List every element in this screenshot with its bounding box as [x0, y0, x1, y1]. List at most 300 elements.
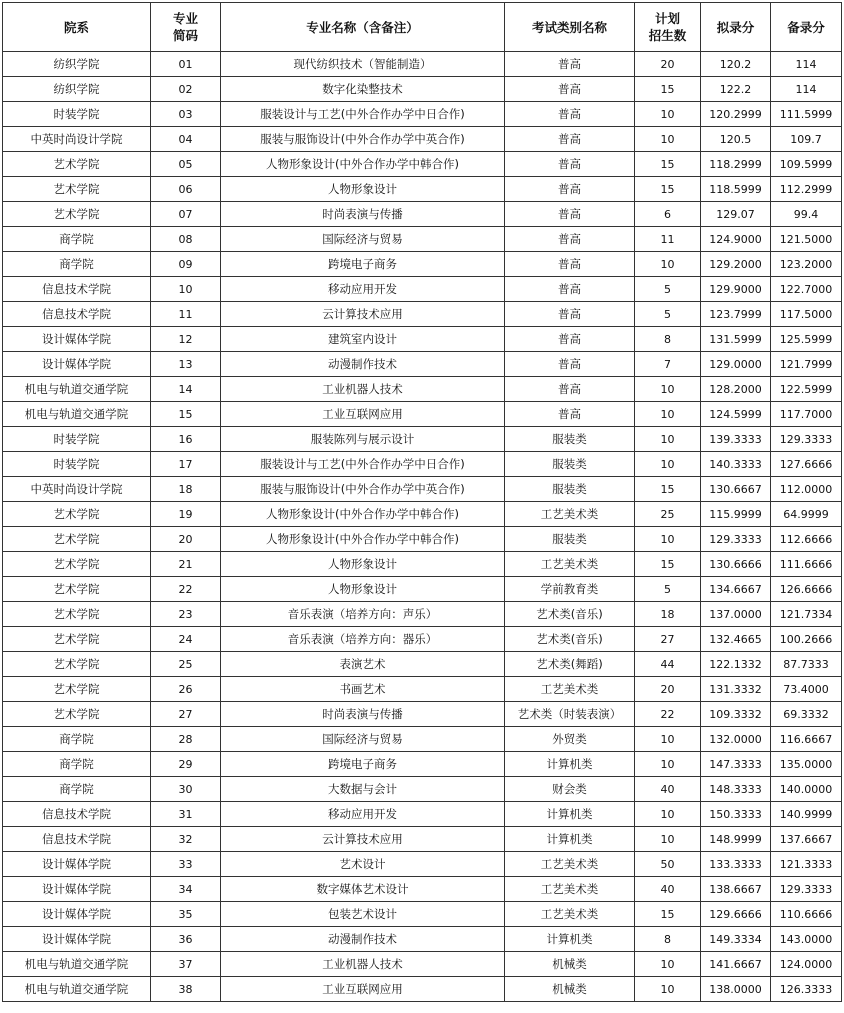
- backup-score-cell: 112.2999: [771, 177, 842, 202]
- college-cell: 机电与轨道交通学院: [3, 977, 151, 1002]
- proposed-score-cell: 115.9999: [701, 502, 771, 527]
- proposed-score-cell: 133.3333: [701, 852, 771, 877]
- backup-score-cell: 99.4: [771, 202, 842, 227]
- major-cell: 大数据与会计: [221, 777, 505, 802]
- proposed-score-cell: 129.3333: [701, 527, 771, 552]
- table-row: [3, 52, 842, 77]
- college-cell: 艺术学院: [3, 602, 151, 627]
- college-cell: 信息技术学院: [3, 802, 151, 827]
- table-row: [3, 477, 842, 502]
- code-cell: 12: [151, 327, 221, 352]
- proposed-score-cell: 129.9000: [701, 277, 771, 302]
- exam-category-cell: 服装类: [505, 477, 635, 502]
- exam-category-cell: 工艺美术类: [505, 677, 635, 702]
- header-major: 专业名称（含备注）: [221, 3, 505, 52]
- backup-score-cell: 129.3333: [771, 427, 842, 452]
- proposed-score-cell: 141.6667: [701, 952, 771, 977]
- table-row: [3, 677, 842, 702]
- plan-count-cell: 15: [635, 77, 701, 102]
- backup-score-cell: 110.6666: [771, 902, 842, 927]
- plan-count-cell: 22: [635, 702, 701, 727]
- college-cell: 时装学院: [3, 452, 151, 477]
- code-cell: 22: [151, 577, 221, 602]
- table-row: [3, 552, 842, 577]
- admission-score-table-container: [2, 2, 842, 1002]
- college-cell: 艺术学院: [3, 552, 151, 577]
- major-cell: 跨境电子商务: [221, 252, 505, 277]
- college-cell: 艺术学院: [3, 577, 151, 602]
- proposed-score-cell: 140.3333: [701, 452, 771, 477]
- table-row: [3, 852, 842, 877]
- code-cell: 17: [151, 452, 221, 477]
- plan-count-cell: 10: [635, 827, 701, 852]
- proposed-score-cell: 130.6666: [701, 552, 771, 577]
- college-cell: 商学院: [3, 727, 151, 752]
- table-row: [3, 502, 842, 527]
- table-row: [3, 127, 842, 152]
- proposed-score-cell: 118.5999: [701, 177, 771, 202]
- exam-category-cell: 机械类: [505, 977, 635, 1002]
- proposed-score-cell: 120.5: [701, 127, 771, 152]
- major-cell: 时尚表演与传播: [221, 702, 505, 727]
- exam-category-cell: 普高: [505, 302, 635, 327]
- major-cell: 服装设计与工艺(中外合作办学中日合作): [221, 102, 505, 127]
- college-cell: 信息技术学院: [3, 827, 151, 852]
- plan-count-cell: 27: [635, 627, 701, 652]
- proposed-score-cell: 129.0000: [701, 352, 771, 377]
- exam-category-cell: 普高: [505, 277, 635, 302]
- header-code: [151, 3, 221, 52]
- backup-score-cell: 121.3333: [771, 852, 842, 877]
- college-cell: 时装学院: [3, 102, 151, 127]
- major-cell: 国际经济与贸易: [221, 727, 505, 752]
- college-cell: 商学院: [3, 252, 151, 277]
- table-row: [3, 527, 842, 552]
- backup-score-cell: 127.6666: [771, 452, 842, 477]
- proposed-score-cell: 138.6667: [701, 877, 771, 902]
- major-cell: 云计算技术应用: [221, 827, 505, 852]
- backup-score-cell: 109.5999: [771, 152, 842, 177]
- proposed-score-cell: 109.3332: [701, 702, 771, 727]
- exam-category-cell: 工艺美术类: [505, 502, 635, 527]
- proposed-score-cell: 124.5999: [701, 402, 771, 427]
- proposed-score-cell: 120.2: [701, 52, 771, 77]
- plan-count-cell: 5: [635, 577, 701, 602]
- plan-count-cell: 20: [635, 52, 701, 77]
- major-cell: 移动应用开发: [221, 277, 505, 302]
- proposed-score-cell: 120.2999: [701, 102, 771, 127]
- table-row: [3, 277, 842, 302]
- backup-score-cell: 140.0000: [771, 777, 842, 802]
- code-cell: 34: [151, 877, 221, 902]
- backup-score-cell: 121.7999: [771, 352, 842, 377]
- backup-score-cell: 117.7000: [771, 402, 842, 427]
- header-proposed-score: 拟录分: [701, 3, 771, 52]
- plan-count-cell: 25: [635, 502, 701, 527]
- header-exam-category: 考试类别名称: [505, 3, 635, 52]
- backup-score-cell: 135.0000: [771, 752, 842, 777]
- plan-count-cell: 10: [635, 802, 701, 827]
- exam-category-cell: 普高: [505, 402, 635, 427]
- code-cell: 13: [151, 352, 221, 377]
- exam-category-cell: 计算机类: [505, 752, 635, 777]
- admission-score-table: [2, 2, 842, 1002]
- table-row: [3, 152, 842, 177]
- plan-count-cell: 50: [635, 852, 701, 877]
- plan-count-cell: 15: [635, 552, 701, 577]
- plan-count-cell: 10: [635, 127, 701, 152]
- code-cell: 19: [151, 502, 221, 527]
- table-row: [3, 227, 842, 252]
- exam-category-cell: 普高: [505, 252, 635, 277]
- code-cell: 04: [151, 127, 221, 152]
- header-row: [3, 3, 842, 52]
- code-cell: 03: [151, 102, 221, 127]
- table-row: [3, 927, 842, 952]
- college-cell: 艺术学院: [3, 677, 151, 702]
- plan-count-cell: 5: [635, 277, 701, 302]
- college-cell: 中英时尚设计学院: [3, 477, 151, 502]
- table-row: [3, 877, 842, 902]
- header-plan-line1: 计划: [654, 11, 680, 26]
- table-row: [3, 302, 842, 327]
- table-row: [3, 627, 842, 652]
- table-row: [3, 827, 842, 852]
- proposed-score-cell: 147.3333: [701, 752, 771, 777]
- code-cell: 16: [151, 427, 221, 452]
- exam-category-cell: 普高: [505, 177, 635, 202]
- college-cell: 商学院: [3, 777, 151, 802]
- proposed-score-cell: 129.6666: [701, 902, 771, 927]
- table-row: [3, 177, 842, 202]
- exam-category-cell: 工艺美术类: [505, 877, 635, 902]
- table-row: [3, 602, 842, 627]
- major-cell: 工业机器人技术: [221, 952, 505, 977]
- table-row: [3, 402, 842, 427]
- code-cell: 05: [151, 152, 221, 177]
- exam-category-cell: 工艺美术类: [505, 852, 635, 877]
- code-cell: 07: [151, 202, 221, 227]
- plan-count-cell: 10: [635, 952, 701, 977]
- college-cell: 设计媒体学院: [3, 902, 151, 927]
- major-cell: 动漫制作技术: [221, 352, 505, 377]
- backup-score-cell: 100.2666: [771, 627, 842, 652]
- major-cell: 跨境电子商务: [221, 752, 505, 777]
- college-cell: 信息技术学院: [3, 277, 151, 302]
- code-cell: 06: [151, 177, 221, 202]
- code-cell: 29: [151, 752, 221, 777]
- proposed-score-cell: 128.2000: [701, 377, 771, 402]
- backup-score-cell: 109.7: [771, 127, 842, 152]
- college-cell: 纺织学院: [3, 77, 151, 102]
- plan-count-cell: 10: [635, 252, 701, 277]
- code-cell: 24: [151, 627, 221, 652]
- backup-score-cell: 114: [771, 52, 842, 77]
- college-cell: 信息技术学院: [3, 302, 151, 327]
- backup-score-cell: 64.9999: [771, 502, 842, 527]
- table-row: [3, 752, 842, 777]
- backup-score-cell: 112.6666: [771, 527, 842, 552]
- code-cell: 23: [151, 602, 221, 627]
- major-cell: 人物形象设计: [221, 177, 505, 202]
- backup-score-cell: 114: [771, 77, 842, 102]
- backup-score-cell: 116.6667: [771, 727, 842, 752]
- plan-count-cell: 20: [635, 677, 701, 702]
- code-cell: 08: [151, 227, 221, 252]
- proposed-score-cell: 148.3333: [701, 777, 771, 802]
- table-row: [3, 577, 842, 602]
- major-cell: 动漫制作技术: [221, 927, 505, 952]
- proposed-score-cell: 134.6667: [701, 577, 771, 602]
- table-row: [3, 652, 842, 677]
- backup-score-cell: 122.7000: [771, 277, 842, 302]
- proposed-score-cell: 124.9000: [701, 227, 771, 252]
- major-cell: 人物形象设计(中外合作办学中韩合作): [221, 527, 505, 552]
- major-cell: 服装与服饰设计(中外合作办学中英合作): [221, 477, 505, 502]
- plan-count-cell: 8: [635, 327, 701, 352]
- college-cell: 设计媒体学院: [3, 927, 151, 952]
- code-cell: 27: [151, 702, 221, 727]
- table-row: [3, 427, 842, 452]
- table-row: [3, 452, 842, 477]
- major-cell: 人物形象设计(中外合作办学中韩合作): [221, 152, 505, 177]
- backup-score-cell: 123.2000: [771, 252, 842, 277]
- proposed-score-cell: 130.6667: [701, 477, 771, 502]
- backup-score-cell: 122.5999: [771, 377, 842, 402]
- major-cell: 服装与服饰设计(中外合作办学中英合作): [221, 127, 505, 152]
- major-cell: 艺术设计: [221, 852, 505, 877]
- plan-count-cell: 11: [635, 227, 701, 252]
- proposed-score-cell: 138.0000: [701, 977, 771, 1002]
- exam-category-cell: 普高: [505, 77, 635, 102]
- proposed-score-cell: 139.3333: [701, 427, 771, 452]
- exam-category-cell: 服装类: [505, 452, 635, 477]
- code-cell: 20: [151, 527, 221, 552]
- code-cell: 33: [151, 852, 221, 877]
- plan-count-cell: 5: [635, 302, 701, 327]
- major-cell: 书画艺术: [221, 677, 505, 702]
- header-code-line2: 简码: [172, 28, 198, 43]
- exam-category-cell: 普高: [505, 102, 635, 127]
- exam-category-cell: 普高: [505, 327, 635, 352]
- major-cell: 数字化染整技术: [221, 77, 505, 102]
- table-row: [3, 352, 842, 377]
- plan-count-cell: 10: [635, 377, 701, 402]
- major-cell: 人物形象设计(中外合作办学中韩合作): [221, 502, 505, 527]
- exam-category-cell: 服装类: [505, 527, 635, 552]
- code-cell: 11: [151, 302, 221, 327]
- plan-count-cell: 7: [635, 352, 701, 377]
- code-cell: 21: [151, 552, 221, 577]
- header-plan: [635, 3, 701, 52]
- table-row: [3, 202, 842, 227]
- exam-category-cell: 计算机类: [505, 827, 635, 852]
- college-cell: 商学院: [3, 227, 151, 252]
- proposed-score-cell: 122.2: [701, 77, 771, 102]
- backup-score-cell: 69.3332: [771, 702, 842, 727]
- exam-category-cell: 财会类: [505, 777, 635, 802]
- exam-category-cell: 艺术类(音乐): [505, 602, 635, 627]
- backup-score-cell: 140.9999: [771, 802, 842, 827]
- plan-count-cell: 10: [635, 977, 701, 1002]
- backup-score-cell: 111.5999: [771, 102, 842, 127]
- college-cell: 商学院: [3, 752, 151, 777]
- exam-category-cell: 普高: [505, 127, 635, 152]
- code-cell: 01: [151, 52, 221, 77]
- exam-category-cell: 普高: [505, 227, 635, 252]
- header-college: 院系: [3, 3, 151, 52]
- code-cell: 28: [151, 727, 221, 752]
- code-cell: 10: [151, 277, 221, 302]
- code-cell: 36: [151, 927, 221, 952]
- code-cell: 26: [151, 677, 221, 702]
- college-cell: 纺织学院: [3, 52, 151, 77]
- major-cell: 工业互联网应用: [221, 977, 505, 1002]
- table-row: [3, 802, 842, 827]
- major-cell: 表演艺术: [221, 652, 505, 677]
- plan-count-cell: 10: [635, 427, 701, 452]
- college-cell: 时装学院: [3, 427, 151, 452]
- backup-score-cell: 126.6666: [771, 577, 842, 602]
- proposed-score-cell: 129.07: [701, 202, 771, 227]
- exam-category-cell: 艺术类（时装表演）: [505, 702, 635, 727]
- major-cell: 包装艺术设计: [221, 902, 505, 927]
- plan-count-cell: 10: [635, 727, 701, 752]
- major-cell: 工业互联网应用: [221, 402, 505, 427]
- exam-category-cell: 普高: [505, 352, 635, 377]
- exam-category-cell: 外贸类: [505, 727, 635, 752]
- backup-score-cell: 112.0000: [771, 477, 842, 502]
- plan-count-cell: 44: [635, 652, 701, 677]
- code-cell: 09: [151, 252, 221, 277]
- backup-score-cell: 126.3333: [771, 977, 842, 1002]
- table-row: [3, 377, 842, 402]
- proposed-score-cell: 131.5999: [701, 327, 771, 352]
- proposed-score-cell: 150.3333: [701, 802, 771, 827]
- major-cell: 国际经济与贸易: [221, 227, 505, 252]
- code-cell: 15: [151, 402, 221, 427]
- exam-category-cell: 学前教育类: [505, 577, 635, 602]
- code-cell: 37: [151, 952, 221, 977]
- college-cell: 设计媒体学院: [3, 852, 151, 877]
- proposed-score-cell: 137.0000: [701, 602, 771, 627]
- backup-score-cell: 137.6667: [771, 827, 842, 852]
- college-cell: 艺术学院: [3, 527, 151, 552]
- college-cell: 艺术学院: [3, 152, 151, 177]
- major-cell: 移动应用开发: [221, 802, 505, 827]
- backup-score-cell: 111.6666: [771, 552, 842, 577]
- table-row: [3, 902, 842, 927]
- exam-category-cell: 工艺美术类: [505, 902, 635, 927]
- major-cell: 工业机器人技术: [221, 377, 505, 402]
- code-cell: 30: [151, 777, 221, 802]
- exam-category-cell: 计算机类: [505, 927, 635, 952]
- exam-category-cell: 计算机类: [505, 802, 635, 827]
- table-row: [3, 952, 842, 977]
- college-cell: 艺术学院: [3, 202, 151, 227]
- plan-count-cell: 10: [635, 752, 701, 777]
- major-cell: 音乐表演（培养方向：声乐）: [221, 602, 505, 627]
- major-cell: 人物形象设计: [221, 552, 505, 577]
- backup-score-cell: 73.4000: [771, 677, 842, 702]
- backup-score-cell: 124.0000: [771, 952, 842, 977]
- exam-category-cell: 服装类: [505, 427, 635, 452]
- header-code-line1: 专业: [172, 11, 198, 26]
- proposed-score-cell: 118.2999: [701, 152, 771, 177]
- major-cell: 建筑室内设计: [221, 327, 505, 352]
- table-body: [3, 52, 842, 1002]
- exam-category-cell: 艺术类(音乐): [505, 627, 635, 652]
- plan-count-cell: 6: [635, 202, 701, 227]
- proposed-score-cell: 123.7999: [701, 302, 771, 327]
- proposed-score-cell: 132.0000: [701, 727, 771, 752]
- college-cell: 艺术学院: [3, 502, 151, 527]
- college-cell: 艺术学院: [3, 702, 151, 727]
- table-row: [3, 102, 842, 127]
- table-row: [3, 702, 842, 727]
- proposed-score-cell: 131.3332: [701, 677, 771, 702]
- exam-category-cell: 艺术类(舞蹈): [505, 652, 635, 677]
- code-cell: 31: [151, 802, 221, 827]
- plan-count-cell: 15: [635, 177, 701, 202]
- major-cell: 人物形象设计: [221, 577, 505, 602]
- major-cell: 云计算技术应用: [221, 302, 505, 327]
- proposed-score-cell: 129.2000: [701, 252, 771, 277]
- proposed-score-cell: 122.1332: [701, 652, 771, 677]
- proposed-score-cell: 149.3334: [701, 927, 771, 952]
- college-cell: 机电与轨道交通学院: [3, 377, 151, 402]
- plan-count-cell: 10: [635, 527, 701, 552]
- plan-count-cell: 8: [635, 927, 701, 952]
- exam-category-cell: 普高: [505, 202, 635, 227]
- code-cell: 02: [151, 77, 221, 102]
- college-cell: 中英时尚设计学院: [3, 127, 151, 152]
- table-row: [3, 77, 842, 102]
- exam-category-cell: 普高: [505, 152, 635, 177]
- college-cell: 艺术学院: [3, 177, 151, 202]
- backup-score-cell: 87.7333: [771, 652, 842, 677]
- plan-count-cell: 10: [635, 452, 701, 477]
- code-cell: 18: [151, 477, 221, 502]
- major-cell: 现代纺织技术（智能制造）: [221, 52, 505, 77]
- code-cell: 35: [151, 902, 221, 927]
- college-cell: 机电与轨道交通学院: [3, 952, 151, 977]
- major-cell: 服装设计与工艺(中外合作办学中日合作): [221, 452, 505, 477]
- plan-count-cell: 10: [635, 102, 701, 127]
- plan-count-cell: 15: [635, 477, 701, 502]
- exam-category-cell: 普高: [505, 52, 635, 77]
- header-plan-line2: 招生数: [648, 28, 687, 43]
- exam-category-cell: 工艺美术类: [505, 552, 635, 577]
- plan-count-cell: 15: [635, 902, 701, 927]
- code-cell: 38: [151, 977, 221, 1002]
- backup-score-cell: 121.7334: [771, 602, 842, 627]
- backup-score-cell: 117.5000: [771, 302, 842, 327]
- plan-count-cell: 15: [635, 152, 701, 177]
- exam-category-cell: 机械类: [505, 952, 635, 977]
- table-row: [3, 777, 842, 802]
- college-cell: 机电与轨道交通学院: [3, 402, 151, 427]
- college-cell: 设计媒体学院: [3, 877, 151, 902]
- backup-score-cell: 125.5999: [771, 327, 842, 352]
- plan-count-cell: 10: [635, 402, 701, 427]
- table-row: [3, 977, 842, 1002]
- table-row: [3, 327, 842, 352]
- code-cell: 32: [151, 827, 221, 852]
- backup-score-cell: 129.3333: [771, 877, 842, 902]
- major-cell: 数字媒体艺术设计: [221, 877, 505, 902]
- college-cell: 艺术学院: [3, 652, 151, 677]
